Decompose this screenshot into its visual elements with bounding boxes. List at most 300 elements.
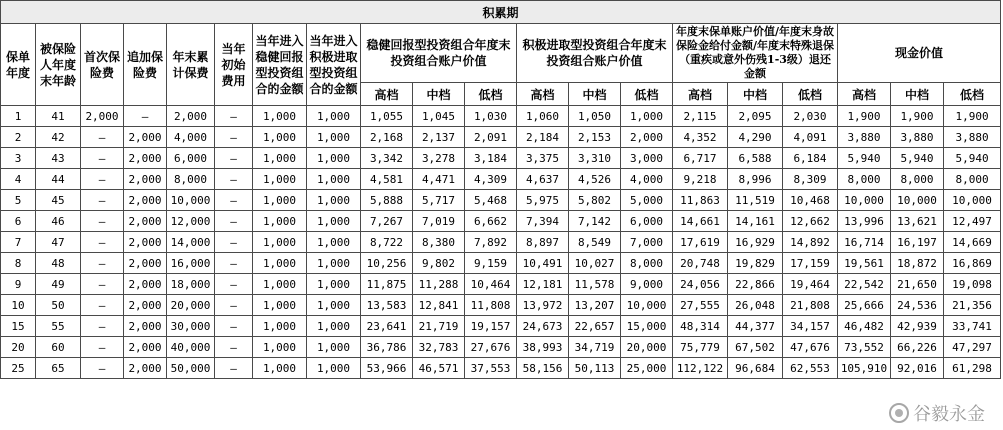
cell-steady-inflow: 1,000 [253, 337, 307, 358]
cell-active-low: 7,000 [621, 232, 673, 253]
cell-steady-mid: 8,380 [413, 232, 465, 253]
cell-steady-inflow: 1,000 [253, 316, 307, 337]
cell-cash-mid: 42,939 [891, 316, 944, 337]
cell-active-inflow: 1,000 [307, 274, 361, 295]
cell-age: 44 [36, 169, 81, 190]
cell-initial-fee: – [215, 127, 253, 148]
header-cumulative-premium: 年末累计保费 [167, 24, 215, 106]
cell-active-low: 5,000 [621, 190, 673, 211]
cell-benefit-mid: 6,588 [728, 148, 783, 169]
cell-cash-low: 61,298 [944, 358, 1001, 379]
header-level-high: 高档 [673, 83, 728, 106]
cell-steady-high: 8,722 [361, 232, 413, 253]
cell-benefit-low: 17,159 [783, 253, 838, 274]
table-row [1, 148, 1001, 169]
cell-active-mid: 11,578 [569, 274, 621, 295]
cell-cumulative-premium: 6,000 [167, 148, 215, 169]
cell-steady-inflow: 1,000 [253, 190, 307, 211]
cell-steady-high: 7,267 [361, 211, 413, 232]
cell-steady-mid: 9,802 [413, 253, 465, 274]
cell-policy-year: 4 [1, 169, 36, 190]
cell-cash-low: 14,669 [944, 232, 1001, 253]
header-level-low: 低档 [465, 83, 517, 106]
header-level-mid: 中档 [413, 83, 465, 106]
cell-first-premium: – [81, 232, 124, 253]
cell-cumulative-premium: 18,000 [167, 274, 215, 295]
cell-cash-high: 25,666 [838, 295, 891, 316]
cell-benefit-low: 12,662 [783, 211, 838, 232]
cell-cash-high: 73,552 [838, 337, 891, 358]
cell-cumulative-premium: 12,000 [167, 211, 215, 232]
cell-benefit-low: 4,091 [783, 127, 838, 148]
cell-steady-mid: 12,841 [413, 295, 465, 316]
cell-steady-low: 4,309 [465, 169, 517, 190]
cell-cash-low: 19,098 [944, 274, 1001, 295]
cell-active-high: 8,897 [517, 232, 569, 253]
cell-cash-mid: 21,650 [891, 274, 944, 295]
cell-active-mid: 13,207 [569, 295, 621, 316]
header-initial-fee: 当年初始费用 [215, 24, 253, 106]
table-row [1, 232, 1001, 253]
cell-benefit-high: 27,555 [673, 295, 728, 316]
cell-steady-low: 6,662 [465, 211, 517, 232]
cell-benefit-high: 17,619 [673, 232, 728, 253]
cell-active-high: 24,673 [517, 316, 569, 337]
header-active-portfolio-inflow: 当年进入积极进取型投资组合的金额 [307, 24, 361, 106]
cell-active-inflow: 1,000 [307, 211, 361, 232]
cell-active-low: 8,000 [621, 253, 673, 274]
cell-steady-inflow: 1,000 [253, 295, 307, 316]
cell-cash-high: 46,482 [838, 316, 891, 337]
header-level-low: 低档 [944, 83, 1001, 106]
cell-additional-premium: 2,000 [124, 169, 167, 190]
cell-additional-premium: 2,000 [124, 211, 167, 232]
cell-active-high: 12,181 [517, 274, 569, 295]
cell-steady-low: 1,030 [465, 106, 517, 127]
table-row [1, 316, 1001, 337]
cell-first-premium: – [81, 253, 124, 274]
cell-initial-fee: – [215, 232, 253, 253]
cell-benefit-low: 8,309 [783, 169, 838, 190]
table-row [1, 106, 1001, 127]
cell-cash-low: 16,869 [944, 253, 1001, 274]
cell-cumulative-premium: 14,000 [167, 232, 215, 253]
cell-cash-high: 13,996 [838, 211, 891, 232]
cell-active-low: 1,000 [621, 106, 673, 127]
cell-steady-inflow: 1,000 [253, 106, 307, 127]
cell-policy-year: 7 [1, 232, 36, 253]
cell-initial-fee: – [215, 211, 253, 232]
cell-age: 46 [36, 211, 81, 232]
cell-policy-year: 3 [1, 148, 36, 169]
cell-cash-high: 5,940 [838, 148, 891, 169]
cell-benefit-mid: 22,866 [728, 274, 783, 295]
cell-cash-mid: 1,900 [891, 106, 944, 127]
header-policy-year: 保单年度 [1, 24, 36, 106]
cell-cash-high: 105,910 [838, 358, 891, 379]
watermark-text: 谷毅永金 [913, 404, 985, 425]
cell-additional-premium: 2,000 [124, 295, 167, 316]
table-row [1, 253, 1001, 274]
cell-benefit-high: 112,122 [673, 358, 728, 379]
cell-steady-low: 9,159 [465, 253, 517, 274]
header-level-high: 高档 [361, 83, 413, 106]
cell-steady-mid: 3,278 [413, 148, 465, 169]
cell-age: 42 [36, 127, 81, 148]
cell-steady-high: 23,641 [361, 316, 413, 337]
cell-cash-low: 3,880 [944, 127, 1001, 148]
header-steady-portfolio-value: 稳健回报型投资组合年度末投资组合账户价值 [361, 24, 517, 83]
cell-steady-high: 11,875 [361, 274, 413, 295]
cell-steady-low: 5,468 [465, 190, 517, 211]
header-level-mid: 中档 [891, 83, 944, 106]
cell-steady-low: 11,808 [465, 295, 517, 316]
cell-age: 41 [36, 106, 81, 127]
cell-benefit-high: 24,056 [673, 274, 728, 295]
cell-active-inflow: 1,000 [307, 337, 361, 358]
cell-cumulative-premium: 8,000 [167, 169, 215, 190]
cell-benefit-high: 14,661 [673, 211, 728, 232]
cell-first-premium: – [81, 169, 124, 190]
table-title: 积累期 [1, 1, 1001, 24]
cell-benefit-low: 2,030 [783, 106, 838, 127]
cell-steady-inflow: 1,000 [253, 211, 307, 232]
header-steady-portfolio-inflow: 当年进入稳健回报型投资组合的金额 [253, 24, 307, 106]
wechat-logo-icon [889, 403, 909, 423]
cell-additional-premium: 2,000 [124, 316, 167, 337]
cell-initial-fee: – [215, 253, 253, 274]
cell-initial-fee: – [215, 358, 253, 379]
cell-initial-fee: – [215, 274, 253, 295]
cell-active-mid: 7,142 [569, 211, 621, 232]
table-row [1, 211, 1001, 232]
cell-steady-high: 3,342 [361, 148, 413, 169]
cell-benefit-mid: 11,519 [728, 190, 783, 211]
cell-benefit-high: 4,352 [673, 127, 728, 148]
cell-steady-low: 37,553 [465, 358, 517, 379]
cell-steady-high: 53,966 [361, 358, 413, 379]
cell-additional-premium: 2,000 [124, 337, 167, 358]
cell-policy-year: 8 [1, 253, 36, 274]
header-level-high: 高档 [838, 83, 891, 106]
cell-benefit-mid: 67,502 [728, 337, 783, 358]
cell-steady-mid: 32,783 [413, 337, 465, 358]
cell-cash-mid: 10,000 [891, 190, 944, 211]
cell-active-high: 38,993 [517, 337, 569, 358]
cell-cumulative-premium: 16,000 [167, 253, 215, 274]
header-level-low: 低档 [621, 83, 673, 106]
cell-cash-high: 22,542 [838, 274, 891, 295]
cell-active-mid: 50,113 [569, 358, 621, 379]
cell-additional-premium: 2,000 [124, 274, 167, 295]
header-cash-value: 现金价值 [838, 24, 1001, 83]
cell-initial-fee: – [215, 148, 253, 169]
cell-active-inflow: 1,000 [307, 316, 361, 337]
cell-steady-low: 2,091 [465, 127, 517, 148]
header-level-mid: 中档 [728, 83, 783, 106]
cell-age: 49 [36, 274, 81, 295]
cell-active-inflow: 1,000 [307, 169, 361, 190]
cell-active-low: 20,000 [621, 337, 673, 358]
cell-policy-year: 20 [1, 337, 36, 358]
cell-benefit-high: 6,717 [673, 148, 728, 169]
table-row [1, 274, 1001, 295]
cell-steady-mid: 4,471 [413, 169, 465, 190]
cell-benefit-mid: 19,829 [728, 253, 783, 274]
cell-age: 47 [36, 232, 81, 253]
cell-active-low: 4,000 [621, 169, 673, 190]
cell-active-high: 7,394 [517, 211, 569, 232]
cell-additional-premium: – [124, 106, 167, 127]
cell-benefit-high: 20,748 [673, 253, 728, 274]
cell-benefit-high: 9,218 [673, 169, 728, 190]
table-row [1, 127, 1001, 148]
cell-cash-low: 5,940 [944, 148, 1001, 169]
cell-steady-mid: 46,571 [413, 358, 465, 379]
cell-active-mid: 22,657 [569, 316, 621, 337]
cell-age: 60 [36, 337, 81, 358]
cell-benefit-mid: 8,996 [728, 169, 783, 190]
cell-active-inflow: 1,000 [307, 232, 361, 253]
cell-cumulative-premium: 30,000 [167, 316, 215, 337]
cell-benefit-mid: 4,290 [728, 127, 783, 148]
cell-steady-inflow: 1,000 [253, 274, 307, 295]
cell-cash-mid: 92,016 [891, 358, 944, 379]
cell-active-high: 10,491 [517, 253, 569, 274]
header-first-premium: 首次保险费 [81, 24, 124, 106]
cell-steady-high: 10,256 [361, 253, 413, 274]
cell-active-inflow: 1,000 [307, 253, 361, 274]
cell-additional-premium: 2,000 [124, 253, 167, 274]
table-row [1, 358, 1001, 379]
cell-additional-premium: 2,000 [124, 127, 167, 148]
cell-first-premium: – [81, 190, 124, 211]
cell-steady-mid: 5,717 [413, 190, 465, 211]
cell-steady-mid: 11,288 [413, 274, 465, 295]
cell-cash-low: 1,900 [944, 106, 1001, 127]
header-active-portfolio-value: 积极进取型投资组合年度末投资组合账户价值 [517, 24, 673, 83]
cell-cash-low: 12,497 [944, 211, 1001, 232]
cell-active-mid: 10,027 [569, 253, 621, 274]
cell-active-low: 6,000 [621, 211, 673, 232]
cell-benefit-low: 10,468 [783, 190, 838, 211]
cell-initial-fee: – [215, 190, 253, 211]
cell-active-high: 5,975 [517, 190, 569, 211]
cell-cash-high: 8,000 [838, 169, 891, 190]
cell-active-low: 3,000 [621, 148, 673, 169]
cell-policy-year: 5 [1, 190, 36, 211]
cell-steady-low: 7,892 [465, 232, 517, 253]
header-level-low: 低档 [783, 83, 838, 106]
cell-steady-high: 5,888 [361, 190, 413, 211]
cell-age: 50 [36, 295, 81, 316]
cell-cumulative-premium: 40,000 [167, 337, 215, 358]
cell-cash-mid: 5,940 [891, 148, 944, 169]
cell-steady-high: 1,055 [361, 106, 413, 127]
cell-cumulative-premium: 2,000 [167, 106, 215, 127]
cell-benefit-low: 19,464 [783, 274, 838, 295]
cell-age: 48 [36, 253, 81, 274]
cell-cumulative-premium: 50,000 [167, 358, 215, 379]
cell-benefit-mid: 2,095 [728, 106, 783, 127]
cell-active-high: 3,375 [517, 148, 569, 169]
cell-cash-low: 47,297 [944, 337, 1001, 358]
cell-active-inflow: 1,000 [307, 295, 361, 316]
cell-benefit-high: 75,779 [673, 337, 728, 358]
cell-age: 55 [36, 316, 81, 337]
cell-cash-mid: 3,880 [891, 127, 944, 148]
cell-benefit-mid: 16,929 [728, 232, 783, 253]
cell-additional-premium: 2,000 [124, 148, 167, 169]
cell-initial-fee: – [215, 337, 253, 358]
header-level-mid: 中档 [569, 83, 621, 106]
cell-steady-low: 3,184 [465, 148, 517, 169]
cell-age: 45 [36, 190, 81, 211]
cell-first-premium: – [81, 274, 124, 295]
cell-first-premium: – [81, 358, 124, 379]
cell-active-high: 58,156 [517, 358, 569, 379]
cell-additional-premium: 2,000 [124, 358, 167, 379]
cell-active-high: 13,972 [517, 295, 569, 316]
cell-age: 43 [36, 148, 81, 169]
cell-steady-inflow: 1,000 [253, 169, 307, 190]
table-row [1, 295, 1001, 316]
cell-first-premium: – [81, 127, 124, 148]
header-death-benefit-value: 年度末保单账户价值/年度末身故保险金给付金额/年度末特殊退保（重疾或意外伤残1-3级）退还金额 [673, 24, 838, 83]
cell-benefit-low: 34,157 [783, 316, 838, 337]
cell-active-inflow: 1,000 [307, 106, 361, 127]
cell-steady-low: 27,676 [465, 337, 517, 358]
cell-active-mid: 34,719 [569, 337, 621, 358]
cell-cash-low: 10,000 [944, 190, 1001, 211]
cell-first-premium: – [81, 316, 124, 337]
cell-cash-low: 33,741 [944, 316, 1001, 337]
cell-initial-fee: – [215, 316, 253, 337]
cell-benefit-low: 47,676 [783, 337, 838, 358]
cell-steady-inflow: 1,000 [253, 232, 307, 253]
cell-active-mid: 3,310 [569, 148, 621, 169]
cell-policy-year: 9 [1, 274, 36, 295]
cell-steady-inflow: 1,000 [253, 127, 307, 148]
cell-policy-year: 2 [1, 127, 36, 148]
cell-policy-year: 6 [1, 211, 36, 232]
cell-cash-mid: 8,000 [891, 169, 944, 190]
cell-benefit-low: 21,808 [783, 295, 838, 316]
header-insured-age: 被保险人年度末年龄 [36, 24, 81, 106]
cell-additional-premium: 2,000 [124, 232, 167, 253]
cell-cash-mid: 16,197 [891, 232, 944, 253]
cell-age: 65 [36, 358, 81, 379]
cell-cash-mid: 18,872 [891, 253, 944, 274]
cell-initial-fee: – [215, 169, 253, 190]
cell-cash-high: 3,880 [838, 127, 891, 148]
cell-benefit-low: 14,892 [783, 232, 838, 253]
cell-active-high: 4,637 [517, 169, 569, 190]
cell-cash-high: 19,561 [838, 253, 891, 274]
table-body [1, 106, 1001, 379]
cell-cash-high: 1,900 [838, 106, 891, 127]
header-additional-premium: 追加保险费 [124, 24, 167, 106]
cell-initial-fee: – [215, 106, 253, 127]
cell-active-mid: 5,802 [569, 190, 621, 211]
cell-policy-year: 25 [1, 358, 36, 379]
table-row [1, 337, 1001, 358]
cell-active-mid: 8,549 [569, 232, 621, 253]
cell-steady-high: 13,583 [361, 295, 413, 316]
cell-active-low: 25,000 [621, 358, 673, 379]
cell-active-inflow: 1,000 [307, 148, 361, 169]
cell-first-premium: – [81, 337, 124, 358]
cell-first-premium: – [81, 295, 124, 316]
cell-first-premium: – [81, 211, 124, 232]
cell-steady-high: 4,581 [361, 169, 413, 190]
header-level-high: 高档 [517, 83, 569, 106]
cell-benefit-high: 11,863 [673, 190, 728, 211]
cell-steady-mid: 7,019 [413, 211, 465, 232]
cell-benefit-mid: 44,377 [728, 316, 783, 337]
cell-steady-mid: 2,137 [413, 127, 465, 148]
cell-initial-fee: – [215, 295, 253, 316]
cell-cumulative-premium: 10,000 [167, 190, 215, 211]
cell-benefit-mid: 14,161 [728, 211, 783, 232]
cell-cash-low: 8,000 [944, 169, 1001, 190]
cell-steady-low: 19,157 [465, 316, 517, 337]
cell-benefit-high: 2,115 [673, 106, 728, 127]
cell-policy-year: 1 [1, 106, 36, 127]
cell-cumulative-premium: 4,000 [167, 127, 215, 148]
cell-active-high: 2,184 [517, 127, 569, 148]
cell-active-inflow: 1,000 [307, 190, 361, 211]
cell-cash-mid: 13,621 [891, 211, 944, 232]
cell-active-low: 2,000 [621, 127, 673, 148]
cell-active-mid: 1,050 [569, 106, 621, 127]
cell-steady-high: 36,786 [361, 337, 413, 358]
cell-active-low: 15,000 [621, 316, 673, 337]
cell-benefit-high: 48,314 [673, 316, 728, 337]
cell-benefit-low: 6,184 [783, 148, 838, 169]
cell-cash-high: 16,714 [838, 232, 891, 253]
cell-steady-inflow: 1,000 [253, 148, 307, 169]
cell-steady-mid: 21,719 [413, 316, 465, 337]
cell-benefit-low: 62,553 [783, 358, 838, 379]
cell-active-mid: 2,153 [569, 127, 621, 148]
cell-active-low: 10,000 [621, 295, 673, 316]
cell-cumulative-premium: 20,000 [167, 295, 215, 316]
cell-steady-inflow: 1,000 [253, 358, 307, 379]
cell-first-premium: – [81, 148, 124, 169]
cell-first-premium: 2,000 [81, 106, 124, 127]
cell-policy-year: 15 [1, 316, 36, 337]
cell-cash-mid: 66,226 [891, 337, 944, 358]
table-row [1, 190, 1001, 211]
cell-active-inflow: 1,000 [307, 358, 361, 379]
cell-cash-low: 21,356 [944, 295, 1001, 316]
cell-benefit-mid: 96,684 [728, 358, 783, 379]
cell-cash-mid: 24,536 [891, 295, 944, 316]
cell-active-mid: 4,526 [569, 169, 621, 190]
cell-steady-low: 10,464 [465, 274, 517, 295]
cell-steady-mid: 1,045 [413, 106, 465, 127]
cell-active-low: 9,000 [621, 274, 673, 295]
cell-policy-year: 10 [1, 295, 36, 316]
watermark [889, 400, 985, 426]
cell-additional-premium: 2,000 [124, 190, 167, 211]
cell-cash-high: 10,000 [838, 190, 891, 211]
cell-active-high: 1,060 [517, 106, 569, 127]
cell-steady-inflow: 1,000 [253, 253, 307, 274]
cell-benefit-mid: 26,048 [728, 295, 783, 316]
cell-active-inflow: 1,000 [307, 127, 361, 148]
